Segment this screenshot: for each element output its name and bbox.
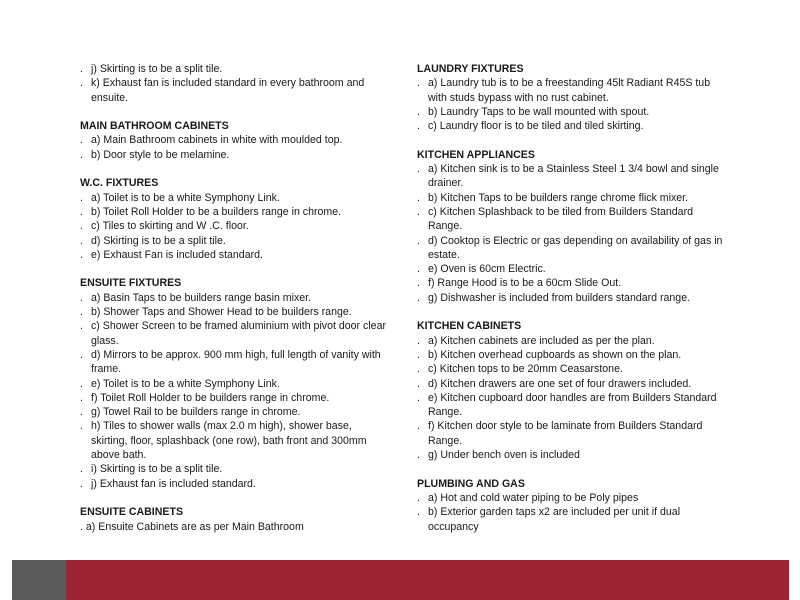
bullet-dot: . <box>417 263 420 276</box>
item-text: c) Shower Screen to be framed aluminium with pivot door clear glass. <box>91 320 386 347</box>
item-text: b) Kitchen Taps to be builders range chrome flick mixer. <box>428 191 689 204</box>
list-item <box>80 477 390 491</box>
item-text: a) Toilet is to be a white Symphony Link. <box>91 191 280 204</box>
list-item <box>80 405 390 419</box>
footer-red-band <box>66 560 789 600</box>
bullet-dot: . <box>80 463 83 476</box>
bullet-dot: . <box>80 377 83 390</box>
bullet-dot: . <box>417 377 420 390</box>
bullet-dot: . <box>417 163 420 176</box>
item-text: c) Tiles to skirting and W .C. floor. <box>91 220 249 233</box>
footer-bar <box>12 560 789 600</box>
bullet-dot: . <box>417 234 420 247</box>
bullet-dot: . <box>417 506 420 519</box>
item-text: a) Hot and cold water piping to be Poly pipes <box>428 491 639 504</box>
list-item <box>417 262 729 276</box>
list-item <box>417 377 729 391</box>
item-text: d) Cooktop is Electric or gas depending on availability of gas in estate. <box>428 234 723 261</box>
section-heading: W.C. FIXTURES <box>80 177 159 190</box>
list-item <box>80 520 390 534</box>
bullet-dot: . <box>80 391 83 404</box>
item-text: c) Laundry floor is to be tiled and tiled skirting. <box>428 120 644 133</box>
item-text: j) Exhaust fan is included standard. <box>91 477 256 490</box>
section-heading: ENSUITE FIXTURES <box>80 277 182 290</box>
bullet-dot: . <box>417 449 420 462</box>
bullet-dot: . <box>80 291 83 304</box>
item-text: f) Toilet Roll Holder to be builders range in chrome. <box>91 391 330 404</box>
list-item <box>417 276 729 290</box>
bullet-dot: . <box>80 248 83 261</box>
bullet-dot: . <box>80 77 83 90</box>
list-item <box>80 248 390 262</box>
section-heading: ENSUITE CABINETS <box>80 506 184 519</box>
list-item <box>80 133 390 147</box>
item-text: e) Kitchen cupboard door handles are from Builders Standard Range. <box>428 391 717 419</box>
list-item <box>417 76 729 105</box>
item-text: f) Kitchen door style to be laminate from Builders Standard Range. <box>428 420 703 447</box>
section-main-bathroom-cabinets <box>80 119 390 162</box>
bullet-dot: . <box>417 334 420 347</box>
bullet-dot: . <box>417 277 420 290</box>
item-text: b) Door style to be melamine. <box>91 148 230 161</box>
item-text: b) Shower Taps and Shower Head to be builders range. <box>91 306 352 319</box>
item-text: g) Towel Rail to be builders range in chrome. <box>91 406 301 419</box>
bullet-dot: . <box>80 306 83 319</box>
section-kitchen-appliances <box>417 148 729 305</box>
list-item <box>80 319 390 348</box>
list-item <box>417 191 729 205</box>
list-item <box>417 448 729 462</box>
list-item <box>417 491 729 505</box>
list-item <box>80 234 390 248</box>
item-text: e) Exhaust Fan is included standard. <box>91 248 263 261</box>
bullet-dot: . <box>80 348 83 361</box>
bullet-dot: . <box>80 220 83 233</box>
bullet-dot: . <box>417 391 420 404</box>
item-text: d) Kitchen drawers are one set of four drawers included. <box>428 377 692 390</box>
list-item <box>80 391 390 405</box>
list-item <box>80 377 390 391</box>
bullet-dot: . <box>80 134 83 147</box>
item-text: h) Tiles to shower walls (max 2.0 m high), shower base, skirting, floor, splashback (one row), bath front and 300mm above bath. <box>91 420 367 462</box>
list-item <box>417 291 729 305</box>
section-heading: LAUNDRY FIXTURES <box>417 63 524 75</box>
section-heading: PLUMBING AND GAS <box>417 477 525 490</box>
bullet-dot: . <box>80 320 83 333</box>
item-text: a) Main Bathroom cabinets in white with moulded top. <box>91 134 343 147</box>
section-heading: KITCHEN APPLIANCES <box>417 148 535 161</box>
bullet-dot: . <box>417 363 420 376</box>
bullet-dot: . <box>417 291 420 304</box>
list-item <box>80 76 390 105</box>
bullet-dot: . <box>417 120 420 133</box>
left-column <box>80 62 390 548</box>
item-text: g) Under bench oven is included <box>428 449 580 462</box>
list-item <box>80 291 390 305</box>
section-kitchen-cabinets <box>417 319 729 462</box>
item-text: b) Laundry Taps to be wall mounted with spout. <box>428 105 650 118</box>
item-text: b) Exterior garden taps x2 are included per unit if dual occupancy <box>428 506 681 533</box>
item-text: b) Toilet Roll Holder to be a builders range in chrome. <box>91 205 342 218</box>
item-text: i) Skirting is to be a split tile. <box>91 463 223 476</box>
footer-grey-block <box>12 560 66 600</box>
bullet-dot: . <box>417 491 420 504</box>
item-text: b) Kitchen overhead cupboards as shown on the plan. <box>428 348 682 361</box>
item-text: f) Range Hood is to be a 60cm Slide Out. <box>428 277 622 290</box>
bullet-dot: . <box>80 406 83 419</box>
item-text: g) Dishwasher is included from builders standard range. <box>428 291 691 304</box>
section-ensuite-fixtures <box>80 276 390 490</box>
section-ensuite-cabinets <box>80 505 390 534</box>
list-item <box>80 419 390 462</box>
section-plumbing-and-gas <box>417 477 729 534</box>
list-item <box>417 119 729 133</box>
bullet-dot: . <box>417 191 420 204</box>
list-item <box>417 105 729 119</box>
list-item <box>417 348 729 362</box>
list-item <box>80 191 390 205</box>
section-heading: KITCHEN CABINETS <box>417 320 522 333</box>
bullet-dot: . <box>417 348 420 361</box>
section-heading: MAIN BATHROOM CABINETS <box>80 120 229 133</box>
bullet-dot: . <box>80 191 83 204</box>
item-text: a) Ensuite Cabinets are as per Main Bathroom <box>85 520 304 533</box>
list-item <box>80 462 390 476</box>
item-text: a) Laundry tub is to be a freestanding 45lt Radiant R45S tub with studs bypass with no rust cabinet. <box>428 77 711 104</box>
bullet-dot: . <box>80 148 83 161</box>
item-text: a) Kitchen sink is to be a Stainless Steel 1 3/4 bowl and single drainer. <box>428 163 719 190</box>
list-item <box>417 391 729 420</box>
section-continued <box>80 62 390 105</box>
list-item <box>80 148 390 162</box>
bullet-dot: . <box>80 477 83 490</box>
list-item <box>80 348 390 377</box>
bullet-dot: . <box>80 420 83 433</box>
item-text: c) Kitchen Splashback to be tiled from Builders Standard Range. <box>428 205 693 233</box>
bullet-dot: . <box>417 420 420 433</box>
item-text: d) Mirrors to be approx. 900 mm high, full length of vanity with frame. <box>91 348 381 376</box>
bullet-dot: . <box>417 77 420 90</box>
list-item <box>417 234 729 263</box>
list-item <box>80 305 390 319</box>
section-laundry-fixtures <box>417 62 729 133</box>
list-item <box>417 334 729 348</box>
list-item <box>80 62 390 76</box>
item-text: d) Skirting is to be a split tile. <box>91 234 226 247</box>
item-text: e) Toilet is to be a white Symphony Link. <box>91 377 280 390</box>
item-text: c) Kitchen tops to be 20mm Ceasarstone. <box>428 363 623 376</box>
list-item <box>417 419 729 448</box>
list-item <box>417 205 729 234</box>
list-item <box>417 505 729 534</box>
list-item <box>80 205 390 219</box>
section-w-c-fixtures <box>80 176 390 262</box>
list-item <box>417 162 729 191</box>
item-text: e) Oven is 60cm Electric. <box>428 263 546 276</box>
bullet-dot: . <box>417 105 420 118</box>
bullet-dot: . <box>80 234 83 247</box>
item-text: k) Exhaust fan is included standard in every bathroom and ensuite. <box>91 77 365 104</box>
item-text: j) Skirting is to be a split tile. <box>91 63 223 75</box>
bullet-dot: . <box>80 520 83 533</box>
right-column <box>417 62 729 548</box>
bullet-dot: . <box>417 205 420 218</box>
item-text: a) Kitchen cabinets are included as per the plan. <box>428 334 655 347</box>
bullet-dot: . <box>80 63 83 75</box>
bullet-dot: . <box>80 205 83 218</box>
list-item <box>417 362 729 376</box>
list-item <box>80 219 390 233</box>
item-text: a) Basin Taps to be builders range basin mixer. <box>91 291 312 304</box>
